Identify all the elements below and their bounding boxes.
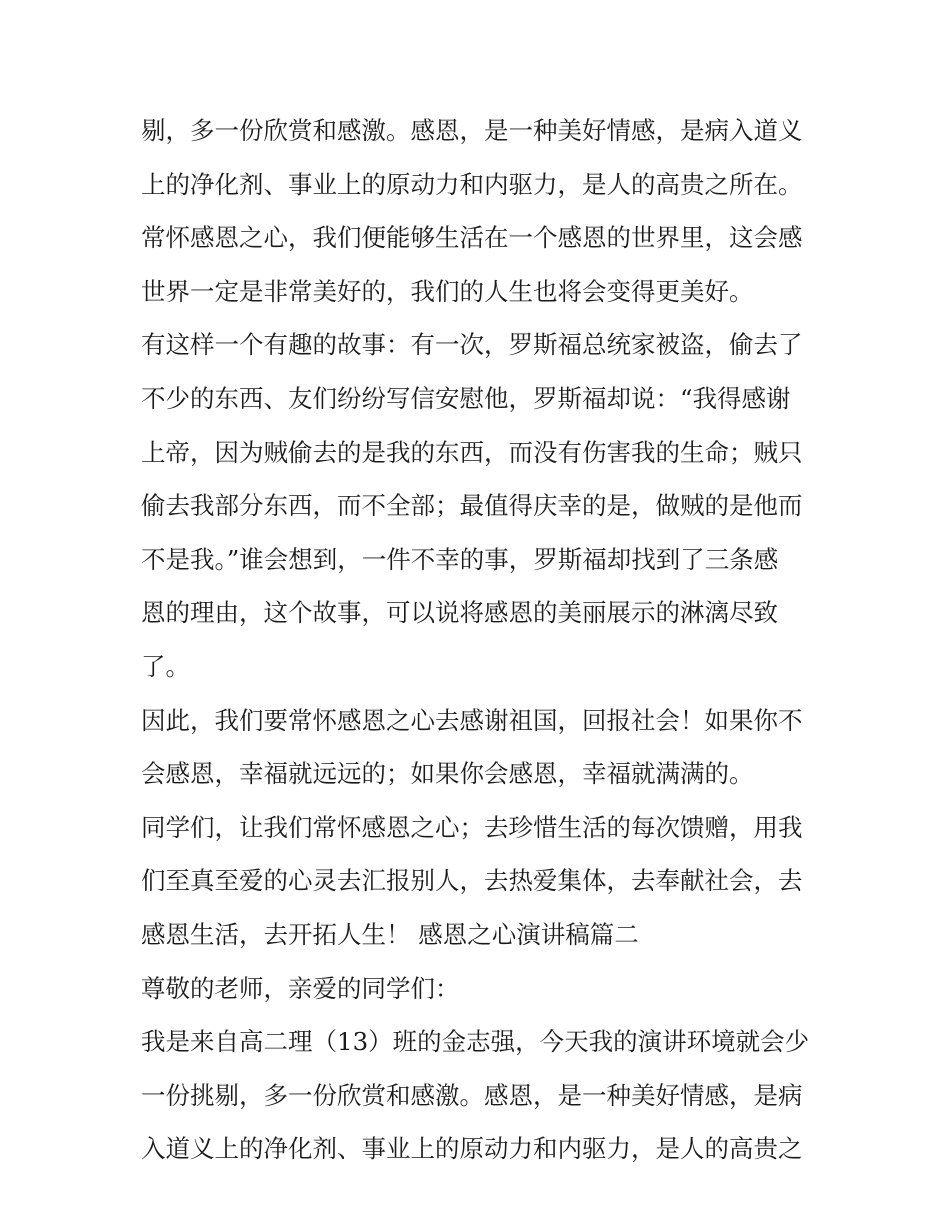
text-line: 常怀感恩之心，我们便能够生活在一个感恩的世界里，这会感 <box>141 223 803 253</box>
text-line: 偷去我部分东西，而不全部；最值得庆幸的是，做贼的是他而 <box>141 491 803 521</box>
text-line: 因此，我们要常怀感恩之心去感谢祖国，回报社会！如果你不 <box>141 705 803 735</box>
text-line: 入道义上的净化剂、事业上的原动力和内驱力，是人的高贵之 <box>141 1134 803 1164</box>
text-line: 世界一定是非常美好的，我们的人生也将会变得更美好。 <box>141 276 754 306</box>
text-line: 不是我。”谁会想到，一件不幸的事，罗斯福却找到了三条感 <box>141 544 779 574</box>
text-line: 们至真至爱的心灵去汇报别人，去热爱集体，去奉献社会，去 <box>141 866 803 896</box>
text-line: 有这样一个有趣的故事：有一次，罗斯福总统家被盗，偷去了 <box>141 330 803 360</box>
text-line: 恩的理由，这个故事，可以说将感恩的美丽展示的淋漓尽致 <box>141 598 778 628</box>
text-line: 一份挑剔，多一份欣赏和感激。感恩，是一种美好情感，是病 <box>141 1080 803 1110</box>
text-line: 上的净化剂、事业上的原动力和内驱力，是人的高贵之所在。 <box>141 169 803 199</box>
text-line: 我是来自高二理（13）班的金志强，今天我的演讲环境就会少 <box>141 1027 810 1057</box>
text-line: 会感恩，幸福就远远的；如果你会感恩，幸福就满满的。 <box>141 759 754 789</box>
text-line: 了。 <box>141 651 190 681</box>
text-line: 上帝，因为贼偷去的是我的东西，而没有伤害我的生命；贼只 <box>141 437 803 467</box>
text-line: 不少的东西、友们纷纷写信安慰他，罗斯福却说：“我得感谢 <box>141 383 791 413</box>
text-line: 同学们，让我们常怀感恩之心；去珍惜生活的每次馈赠，用我 <box>141 812 803 842</box>
text-line: 剔，多一份欣赏和感激。感恩，是一种美好情感，是病入道义 <box>141 116 803 145</box>
document-body <box>141 104 821 1176</box>
text-line: 感恩生活，去开拓人生！ 感恩之心演讲稿篇二 <box>141 919 639 949</box>
text-line: 尊敬的老师，亲爱的同学们： <box>141 973 460 1003</box>
